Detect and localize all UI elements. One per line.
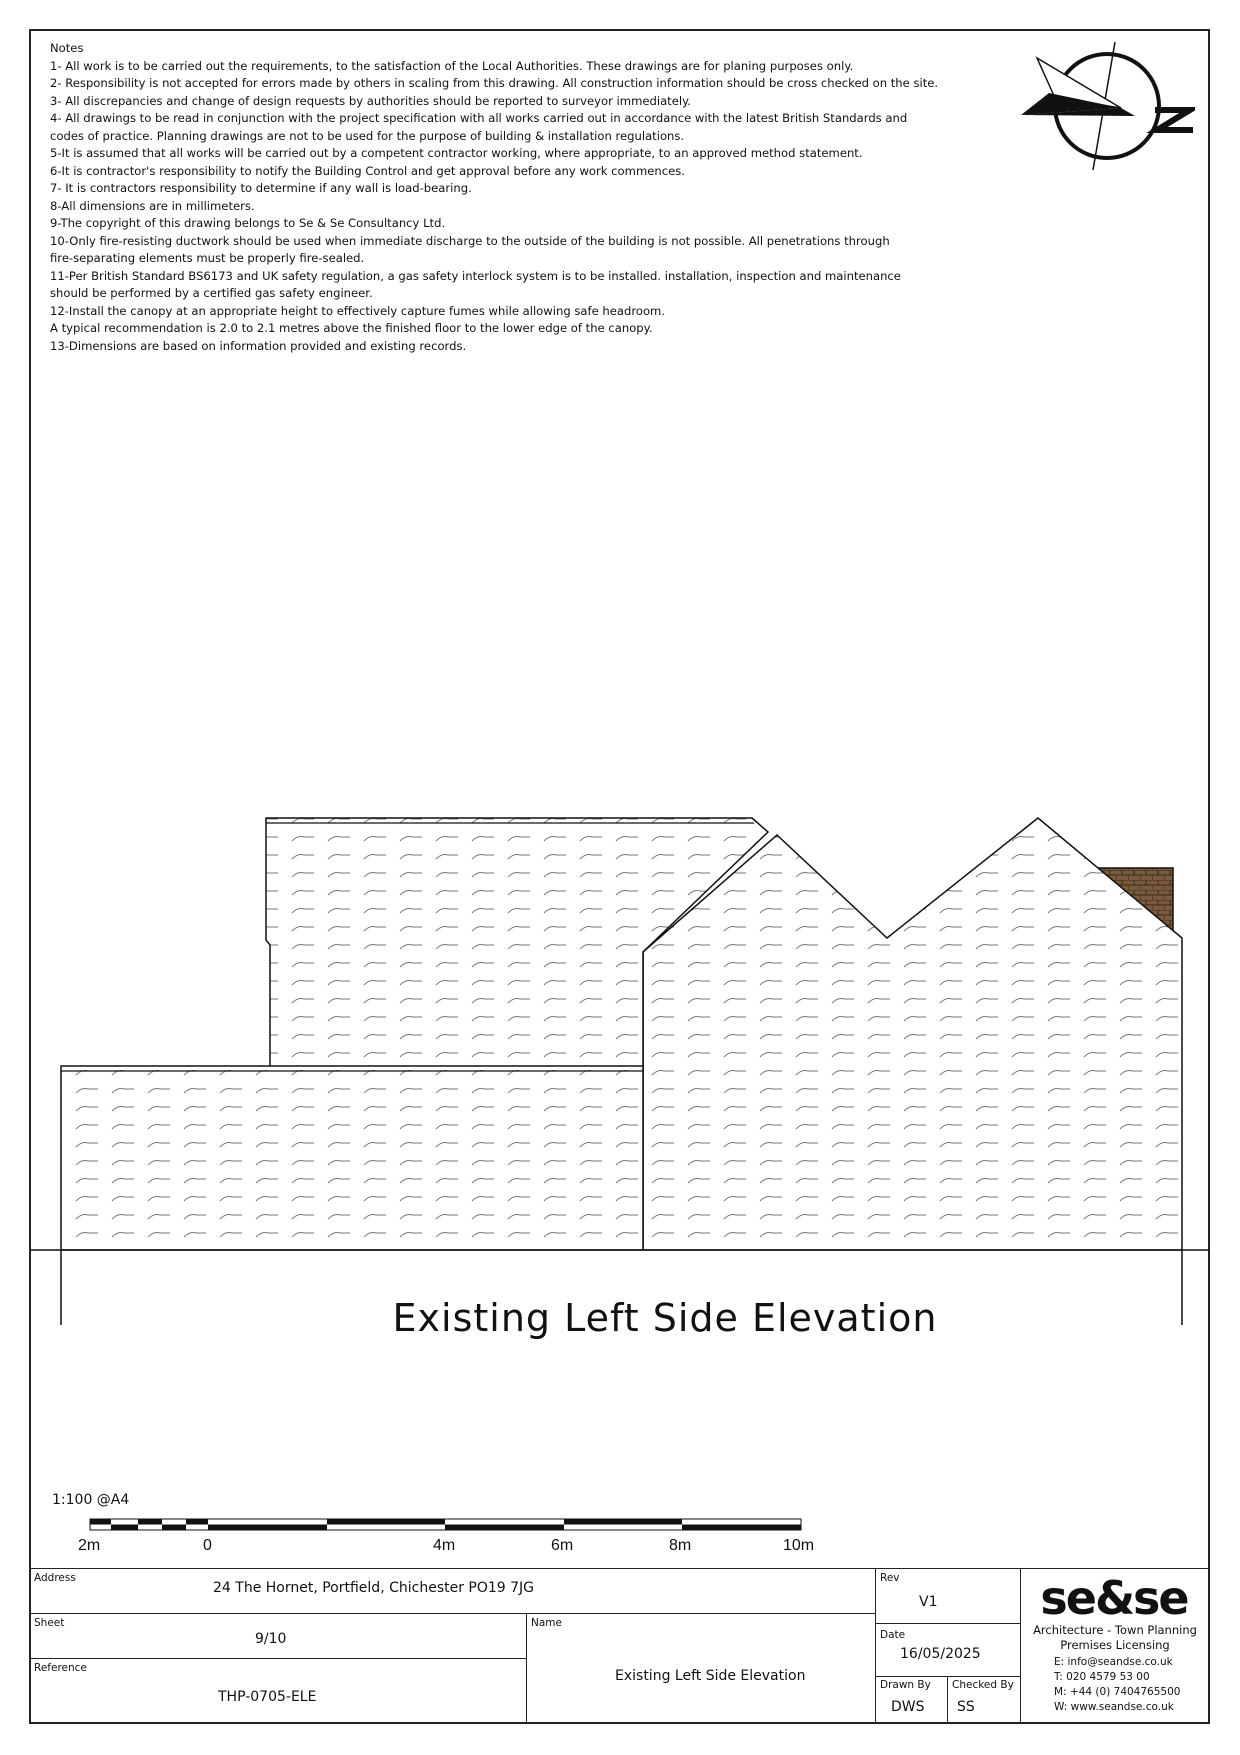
checked-by-cell bbox=[947, 1676, 1021, 1724]
note-line: fire-separating elements must be properly fire-sealed. bbox=[50, 251, 365, 265]
note-line: 3- All discrepancies and change of design requests by authorities should be reported to surveyor immediately. bbox=[50, 93, 691, 108]
note-line: 13-Dimensions are based on information provided and existing records. bbox=[50, 338, 467, 353]
scale-label: 1:100 @A4 bbox=[52, 1492, 130, 1508]
note-line: codes of practice. Planning drawings are not to be used for the purpose of building & installation regulations. bbox=[50, 128, 685, 143]
note-line: 1- All work is to be carried out the requirements, to the satisfaction of the Local Authorities. These drawings are for planing purposes only. bbox=[50, 58, 854, 73]
reference-cell bbox=[29, 1658, 527, 1724]
note-line: 11-Per British Standard BS6173 and UK safety regulation, a gas safety interlock system is to be installed. installation, inspection and maintenance bbox=[50, 268, 901, 283]
reference-value: THP-0705-ELE bbox=[218, 1689, 317, 1705]
reference-label: Reference bbox=[34, 1662, 87, 1674]
note-line: should be performed by a certified gas safety engineer. bbox=[50, 286, 373, 300]
rev-value: V1 bbox=[919, 1594, 938, 1610]
scale-tick-label: 8m bbox=[669, 1537, 692, 1554]
date-value: 16/05/2025 bbox=[900, 1646, 981, 1662]
scale-tick-label: 10m bbox=[783, 1537, 815, 1554]
note-line: 10-Only fire-resisting ductwork should be used when immediate discharge to the outside of the building is not possible. All penetrations through bbox=[50, 233, 890, 248]
low-extension bbox=[61, 1066, 643, 1250]
name-cell bbox=[526, 1613, 876, 1724]
scale-tick-label: 2m bbox=[78, 1537, 101, 1554]
drawing-title: Existing Left Side Elevation bbox=[392, 1296, 938, 1340]
note-line: 5-It is assumed that all works will be carried out by a competent contractor working, where appropriate, to an approved method statement. bbox=[50, 146, 863, 160]
logo-text: se&se bbox=[1040, 1571, 1188, 1625]
company-services bbox=[1022, 1623, 1208, 1653]
drawn-by-value: DWS bbox=[891, 1699, 925, 1715]
note-line: 2- Responsibility is not accepted for errors made by others in scaling from this drawing. All construction information should be cross checked on the site. bbox=[50, 76, 939, 90]
scale-tick-label: 6m bbox=[551, 1537, 574, 1554]
sheet-label: Sheet bbox=[34, 1617, 65, 1629]
note-line: 4- All drawings to be read in conjunction with the project specification with all works carried out in accordance with the latest British Standards and bbox=[50, 111, 908, 125]
sheet-value: 9/10 bbox=[255, 1631, 287, 1647]
drawn-by-cell bbox=[875, 1676, 948, 1724]
address-label: Address bbox=[34, 1572, 76, 1584]
contact-email: E: info@seandse.co.uk bbox=[1054, 1656, 1173, 1668]
gable-building bbox=[643, 818, 1182, 1250]
note-line: 7- It is contractors responsibility to determine if any wall is load-bearing. bbox=[50, 181, 472, 195]
contact-phone: T: 020 4579 53 00 bbox=[1054, 1671, 1150, 1683]
note-line: A typical recommendation is 2.0 to 2.1 metres above the finished floor to the lower edge of the canopy. bbox=[50, 321, 653, 335]
note-line: 12-Install the canopy at an appropriate height to effectively capture fumes while allowing safe headroom. bbox=[50, 303, 666, 318]
company-contacts bbox=[1054, 1655, 1180, 1715]
company-logo bbox=[1024, 1571, 1204, 1625]
address-cell bbox=[29, 1568, 876, 1614]
checked-by-value: SS bbox=[957, 1699, 975, 1715]
note-line: 6-It is contractor's responsibility to notify the Building Control and get approval before any work commences. bbox=[50, 163, 685, 178]
sheet-cell bbox=[29, 1613, 527, 1659]
date-cell bbox=[875, 1623, 1021, 1677]
company-line-2: Premises Licensing bbox=[1060, 1638, 1170, 1652]
address-value: 24 The Hornet, Portfield, Chichester PO19 7JG bbox=[213, 1580, 535, 1596]
drawn-by-label: Drawn By bbox=[880, 1679, 931, 1691]
contact-web: W: www.seandse.co.uk bbox=[1054, 1701, 1174, 1713]
rev-label: Rev bbox=[880, 1572, 900, 1584]
notes-heading: Notes bbox=[50, 41, 84, 55]
company-line-1: Architecture - Town Planning bbox=[1033, 1623, 1197, 1637]
rev-cell bbox=[875, 1568, 1021, 1624]
checked-by-label: Checked By bbox=[952, 1679, 1014, 1691]
scale-tick-label: 4m bbox=[433, 1537, 456, 1554]
name-label: Name bbox=[531, 1617, 562, 1629]
note-line: 9-The copyright of this drawing belongs to Se & Se Consultancy Ltd. bbox=[50, 216, 446, 230]
date-label: Date bbox=[880, 1629, 906, 1641]
note-line: 8-All dimensions are in millimeters. bbox=[50, 198, 255, 213]
scale-bar bbox=[90, 1519, 801, 1530]
contact-mobile: M: +44 (0) 7404765500 bbox=[1054, 1686, 1181, 1698]
name-value: Existing Left Side Elevation bbox=[615, 1668, 806, 1684]
scale-tick-label: 0 bbox=[203, 1537, 212, 1554]
